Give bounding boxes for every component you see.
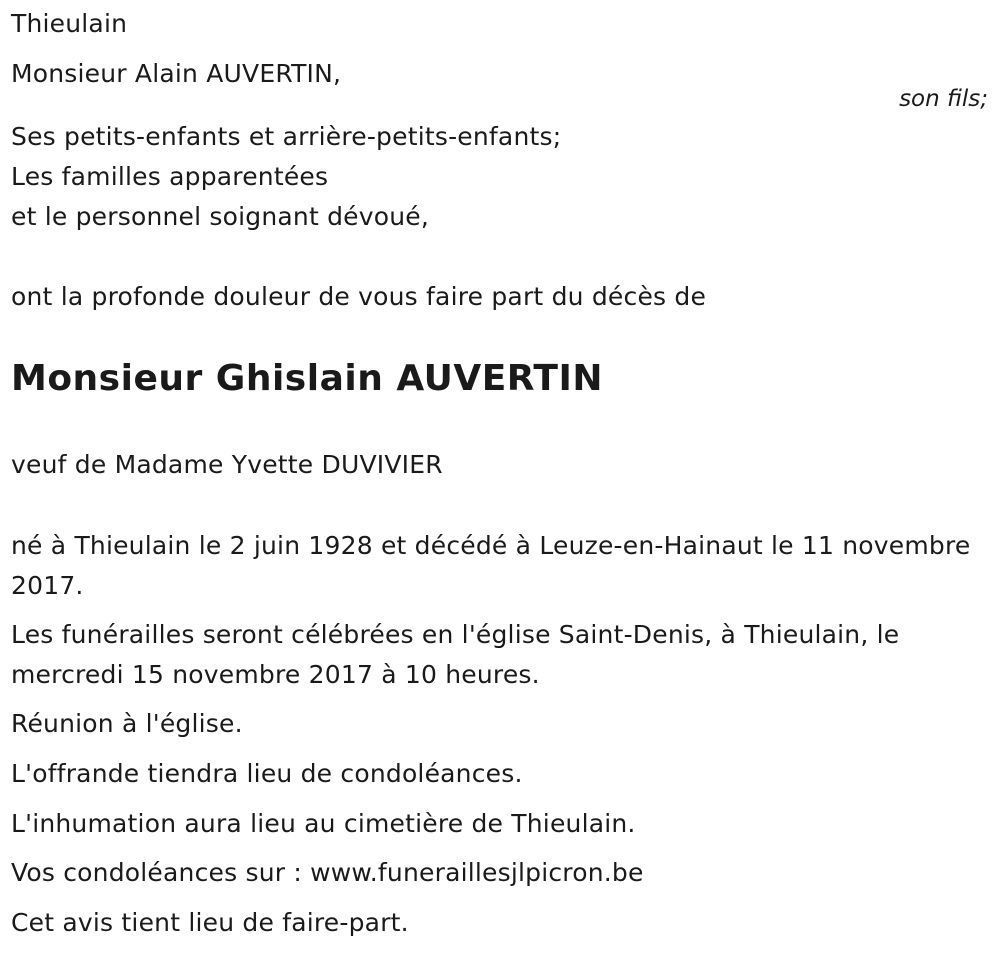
meeting-line: Réunion à l'église. xyxy=(11,709,243,738)
widower-line: veuf de Madame Yvette DUVIVIER xyxy=(11,450,443,479)
condolences-line: Vos condoléances sur : www.funeraillesjlpicron.be xyxy=(11,858,644,887)
son-name: Monsieur Alain AUVERTIN, xyxy=(11,59,342,88)
funeral-paragraph: Les funérailles seront célébrées en l'église Saint-Denis, à Thieulain, le mercredi 15 novembre 2017 à 10 heures. xyxy=(11,620,900,689)
offering-line: L'offrande tiendra lieu de condoléances. xyxy=(11,759,523,788)
grandchildren-line: Ses petits-enfants et arrière-petits-enfants; xyxy=(11,122,562,151)
families-line: Les familles apparentées xyxy=(11,162,329,191)
staff-line: et le personnel soignant dévoué, xyxy=(11,202,430,231)
deceased-name: Monsieur Ghislain AUVERTIN xyxy=(11,358,603,399)
son-relation: son fils; xyxy=(899,86,988,112)
birth-death-paragraph: né à Thieulain le 2 juin 1928 et décédé à Leuze-en-Hainaut le 11 novembre 2017. xyxy=(11,531,971,600)
closing-line: Cet avis tient lieu de faire-part. xyxy=(11,908,409,937)
burial-line: L'inhumation aura lieu au cimetière de Thieulain. xyxy=(11,809,636,838)
announcement-line: ont la profonde douleur de vous faire part du décès de xyxy=(11,282,707,311)
village-name: Thieulain xyxy=(11,9,128,38)
